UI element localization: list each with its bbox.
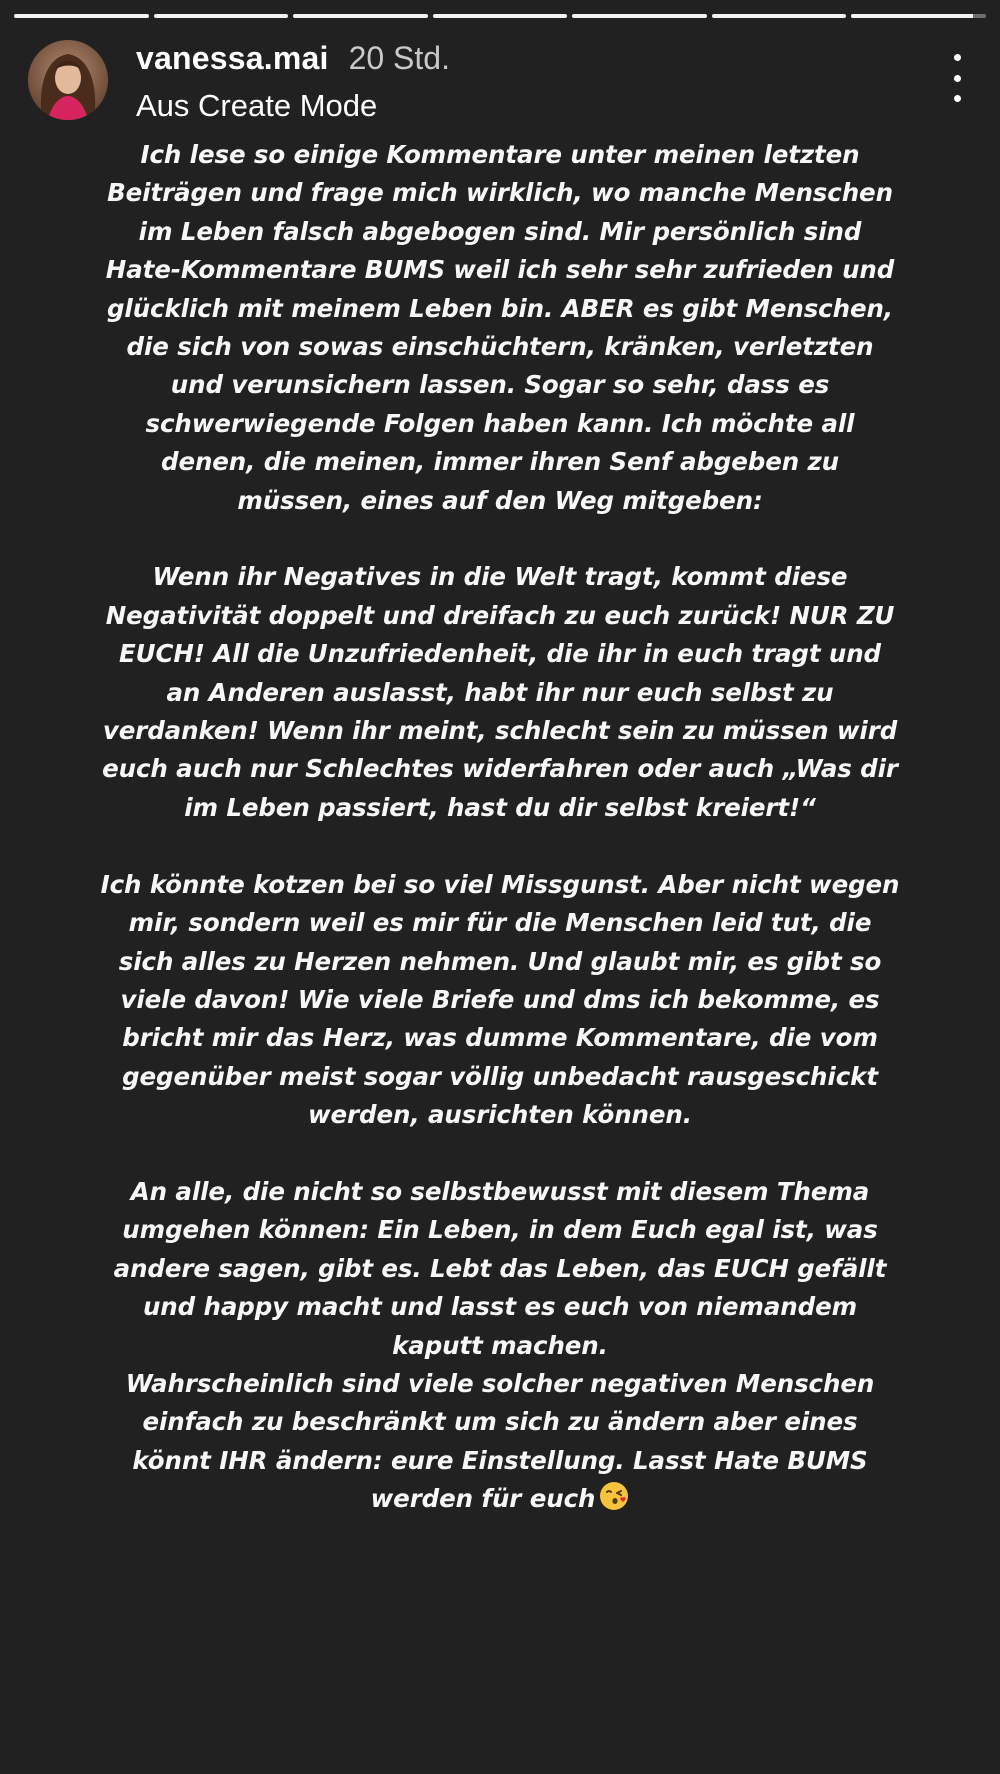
menu-dot <box>954 54 961 61</box>
more-vertical-icon[interactable] <box>942 54 972 102</box>
story-paragraph-text: Wahrscheinlich sind viele solcher negativen Menschen einfach zu beschränkt um sich zu ändern aber eines könnt IHR ändern: eure Einstellung. Lasst Hate BUMS werden für euch <box>125 1368 875 1514</box>
story-timestamp: 20 Std. <box>348 40 450 76</box>
menu-dot <box>954 95 961 102</box>
story-paragraph: Ich lese so einige Kommentare unter meinen letzten Beiträgen und frage mich wirklich, wo manche Menschen im Leben falsch abgebogen sind. Mir persönlich sind Hate-Kommentare BUMS weil ich sehr sehr zufrieden und glücklich mit meinem Leben bin. ABER es gibt Menschen, die sich von sowas einschüchtern, kränken, verletzten und verunsichern lassen. Sogar so sehr, dass es schwerwiegende Folgen haben kann. Ich möchte all denen, die meinen, immer ihren Senf abgeben zu müssen, eines auf den Weg mitgeben: <box>105 140 895 515</box>
progress-segment <box>14 14 149 18</box>
avatar[interactable] <box>28 40 108 120</box>
story-source-label[interactable]: Aus Create Mode <box>136 88 378 123</box>
progress-segment-current <box>851 14 986 18</box>
story-progress-bar <box>14 14 986 18</box>
user-info <box>136 40 450 84</box>
menu-dot <box>954 75 961 82</box>
story-paragraph: Ich könnte kotzen bei so viel Missgunst. Aber nicht wegen mir, sondern weil es mir für die Menschen leid tut, die sich alles zu Herzen nehmen. Und glaubt mir, es gibt so viele davon! Wie viele Briefe und dms ich bekomme, es bricht mir das Herz, was dumme Kommentare, die vom gegenüber meist sogar völlig unbedacht rausgeschickt werden, ausrichten können. <box>100 869 900 1130</box>
kiss-face-emoji-icon <box>599 1481 629 1522</box>
progress-segment <box>572 14 707 18</box>
story-paragraph: An alle, die nicht so selbstbewusst mit diesem Thema umgehen können: Ein Leben, in dem Euch egal ist, was andere sagen, gibt es. Lebt das Leben, das EUCH gefällt und happy macht und lasst es euch von niemandem kaputt machen. <box>113 1176 887 1360</box>
story-paragraph-final <box>100 1365 900 1523</box>
username[interactable]: vanessa.mai <box>136 40 329 76</box>
progress-segment <box>433 14 568 18</box>
story-paragraph: Wenn ihr Negatives in die Welt tragt, kommt diese Negativität doppelt und dreifach zu euch zurück! NUR ZU EUCH! All die Unzufriedenheit, die ihr in euch tragt und an Anderen auslasst, habt ihr nur euch selbst zu verdanken! Wenn ihr meint, schlecht sein zu müssen wird euch auch nur Schlechtes widerfahren oder auch „Was dir im Leben passiert, hast du dir selbst kreiert!“ <box>102 562 898 822</box>
story-header <box>28 40 972 130</box>
story-text-block <box>100 136 900 1523</box>
progress-segment <box>154 14 289 18</box>
progress-segment <box>712 14 847 18</box>
progress-segment <box>293 14 428 18</box>
profile-avatar-image <box>28 40 108 120</box>
